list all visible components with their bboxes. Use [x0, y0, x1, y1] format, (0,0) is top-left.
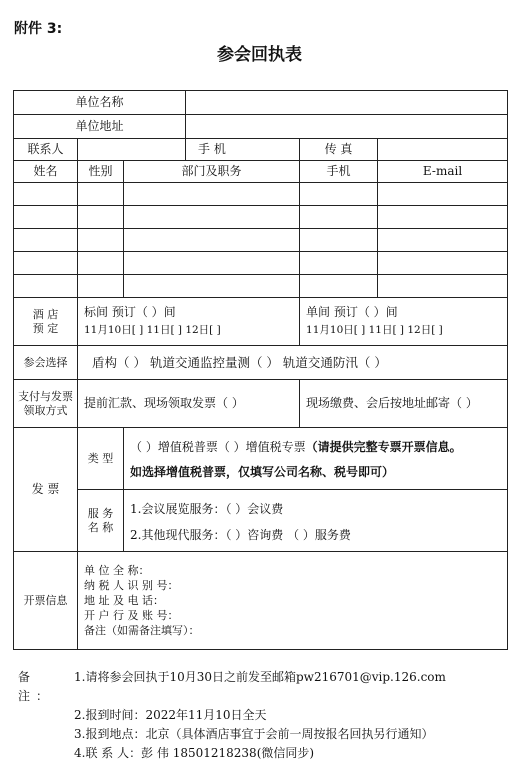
invoice-type-options[interactable]: （ ）增值税普票（ ）增值税专票（请提供完整专票开票信息。 如选择增值税普票，仅填写公司名称、税号即可）	[124, 428, 508, 490]
notes-section	[18, 668, 446, 763]
standard-room-cell[interactable]: 标间 预订（ ）间 11月10日[ ] 11日[ ] 12日[ ]	[78, 298, 300, 346]
unit-name-label: 单位名称	[14, 91, 186, 115]
row-contact	[14, 139, 508, 161]
billing-line: 单 位 全 称：	[84, 564, 150, 577]
col-name: 姓名	[14, 161, 78, 183]
invoice-label: 发 票	[14, 428, 78, 552]
service-options[interactable]: 1.会议展览服务：（ ）会议费 2.其他现代服务：（ ）咨询费 （ ）服务费	[124, 490, 508, 552]
table-row[interactable]	[14, 275, 508, 298]
row-billing	[14, 552, 508, 650]
table-row[interactable]	[14, 206, 508, 229]
row-meeting-choice	[14, 346, 508, 380]
fax-field[interactable]	[378, 139, 508, 161]
note-line: 1.请将参会回执于10月30日之前发至邮箱pw216701@vip.126.com	[74, 670, 446, 684]
col-mobile: 手机	[300, 161, 378, 183]
unit-address-field[interactable]	[186, 115, 508, 139]
payment-option-2[interactable]: 现场缴费、会后按地址邮寄（ ）	[300, 380, 508, 428]
col-department: 部门及职务	[124, 161, 300, 183]
registration-form	[13, 90, 508, 650]
payment-option-1[interactable]: 提前汇款、现场领取发票（ ）	[78, 380, 300, 428]
billing-line: 开 户 行 及 账 号：	[84, 609, 179, 622]
unit-name-field[interactable]	[186, 91, 508, 115]
payment-label: 支付与发票领取方式	[14, 380, 78, 428]
row-hotel	[14, 298, 508, 346]
single-room-cell[interactable]: 单间 预订（ ）间 11月10日[ ] 11日[ ] 12日[ ]	[300, 298, 508, 346]
meeting-choice-options[interactable]: 盾构（ ） 轨道交通监控量测（ ） 轨道交通防汛（ ）	[78, 346, 508, 380]
note-line: 3.报到地点：北京（具体酒店事宜于会前一周按报名回执另行通知）	[74, 727, 434, 741]
row-payment	[14, 380, 508, 428]
type-label: 类 型	[78, 428, 124, 490]
page-title: 参会回执表	[217, 45, 302, 65]
mobile-label: 手 机	[186, 139, 300, 161]
col-email: E-mail	[378, 161, 508, 183]
note-line: 2.报到时间：2022年11月10日全天	[74, 708, 267, 722]
attachment-label: 附件 3:	[14, 21, 63, 37]
row-unit-name	[14, 91, 508, 115]
meeting-choice-label: 参会选择	[14, 346, 78, 380]
col-gender: 性别	[78, 161, 124, 183]
note-line: 4.联 系 人：彭 伟 18501218238(微信同步)	[74, 746, 315, 760]
billing-line: 备注（如需备注填写）：	[84, 624, 200, 637]
notes-head: 备 注：	[18, 670, 55, 703]
contact-person-field[interactable]	[78, 139, 186, 161]
unit-address-label: 单位地址	[14, 115, 186, 139]
billing-info-cell[interactable]	[78, 552, 508, 650]
hotel-label: 酒 店 预 定	[14, 298, 78, 346]
table-row[interactable]	[14, 183, 508, 206]
row-service	[14, 490, 508, 552]
billing-line: 地 址 及 电 话：	[84, 594, 164, 607]
table-row[interactable]	[14, 252, 508, 275]
table-row[interactable]	[14, 229, 508, 252]
row-columns	[14, 161, 508, 183]
row-unit-address	[14, 115, 508, 139]
billing-line: 纳 税 人 识 别 号：	[84, 579, 179, 592]
row-invoice-type	[14, 428, 508, 490]
fax-label: 传 真	[300, 139, 378, 161]
service-label: 服 务 名 称	[78, 490, 124, 552]
contact-person-label: 联系人	[14, 139, 78, 161]
billing-label: 开票信息	[14, 552, 78, 650]
